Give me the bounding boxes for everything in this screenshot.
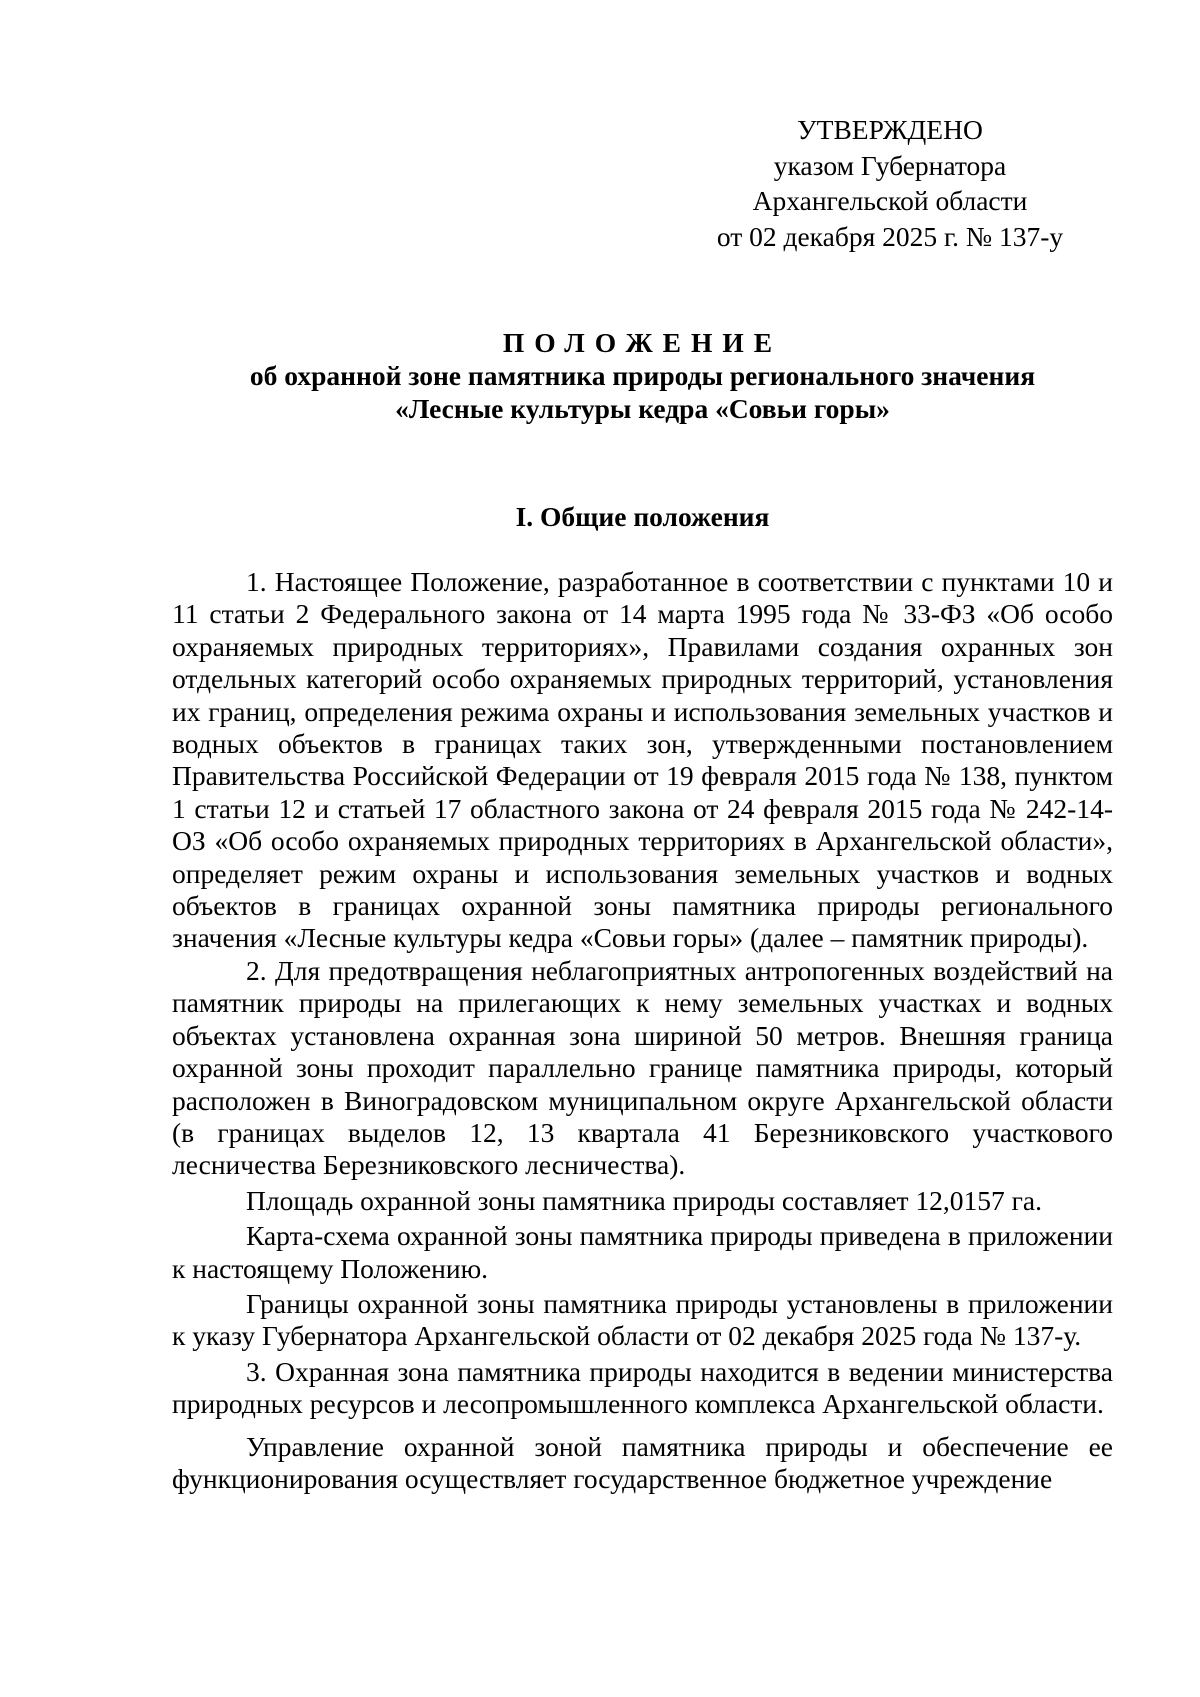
paragraph-management: Управление охранной зоной памятника природы и обеспечение ее функционирования осуществляет государственное бюджетное учреждение	[172, 1430, 1113, 1494]
paragraph-map: Карта-схема охранной зоны памятника природы приведена в приложении к настоящему Положению.	[172, 1220, 1113, 1284]
paragraph-3: 3. Охранная зона памятника природы находится в ведении министерства природных ресурсов и лесопромышленного комплекса Архангельской области.	[172, 1355, 1113, 1420]
section-heading: I. Общие положения	[515, 501, 770, 532]
document-title	[172, 326, 1113, 425]
document-body	[172, 566, 1113, 1495]
title-subject-line: об охранной зоне памятника природы регионального значения	[249, 360, 1036, 391]
paragraph-boundaries: Границы охранной зоны памятника природы установлены в приложении к указу Губернатора Архангельской области от 02 декабря 2025 года № 137-у.	[172, 1287, 1113, 1352]
approval-region-line: Архангельской области	[752, 185, 1028, 216]
approval-heading: УТВЕРЖДЕНО	[797, 114, 983, 145]
title-main: ПОЛОЖЕНИЕ	[502, 327, 783, 358]
approval-stamp	[690, 112, 1090, 254]
paragraph-area: Площадь охранной зоны памятника природы составляет 12,0157 га.	[246, 1184, 1042, 1216]
approval-decree-line: указом Губернатора	[773, 149, 1007, 181]
paragraph-1: 1. Настоящее Положение, разработанное в соответствии с пунктами 10 и 11 статьи 2 Федерального закона от 14 марта 1995 года № 33-ФЗ «Об особо охраняемых природных территориях», Правилами создания охранных зон отдельных категорий особо охраняемых природных территорий, установления их границ, определения режима охраны и использования земельных участков и водных объектов в границах таких зон, утвержденными постановлением Правительства Российской Федерации от 19 февраля 2015 года № 138, пунктом 1 статьи 12 и статьей 17 областного закона от 24 февраля 2015 года № 242-14-ОЗ «Об особо охраняемых природных территориях в Архангельской области», определяет режим охраны и использования земельных участков и водных объектов в границах охранной зоны памятника природы регионального значения «Лесные культуры кедра «Совьи горы» (далее – памятник природы).	[172, 566, 1113, 954]
approval-date-line: от 02 декабря 2025 г. № 137-у	[716, 220, 1064, 252]
paragraph-2: 2. Для предотвращения неблагоприятных антропогенных воздействий на памятник природы на прилегающих к нему земельных участках и водных объектах установлена охранная зона шириной 50 метров. Внешняя граница охранной зоны проходит параллельно границе памятника природы, который расположен в Виноградовском муниципальном округе Архангельской области (в границах выделов 12, 13 квартала 41 Березниковского участкового лесничества Березниковского лесничества).	[172, 954, 1113, 1181]
title-object-line: «Лесные культуры кедра «Совьи горы»	[395, 393, 890, 424]
